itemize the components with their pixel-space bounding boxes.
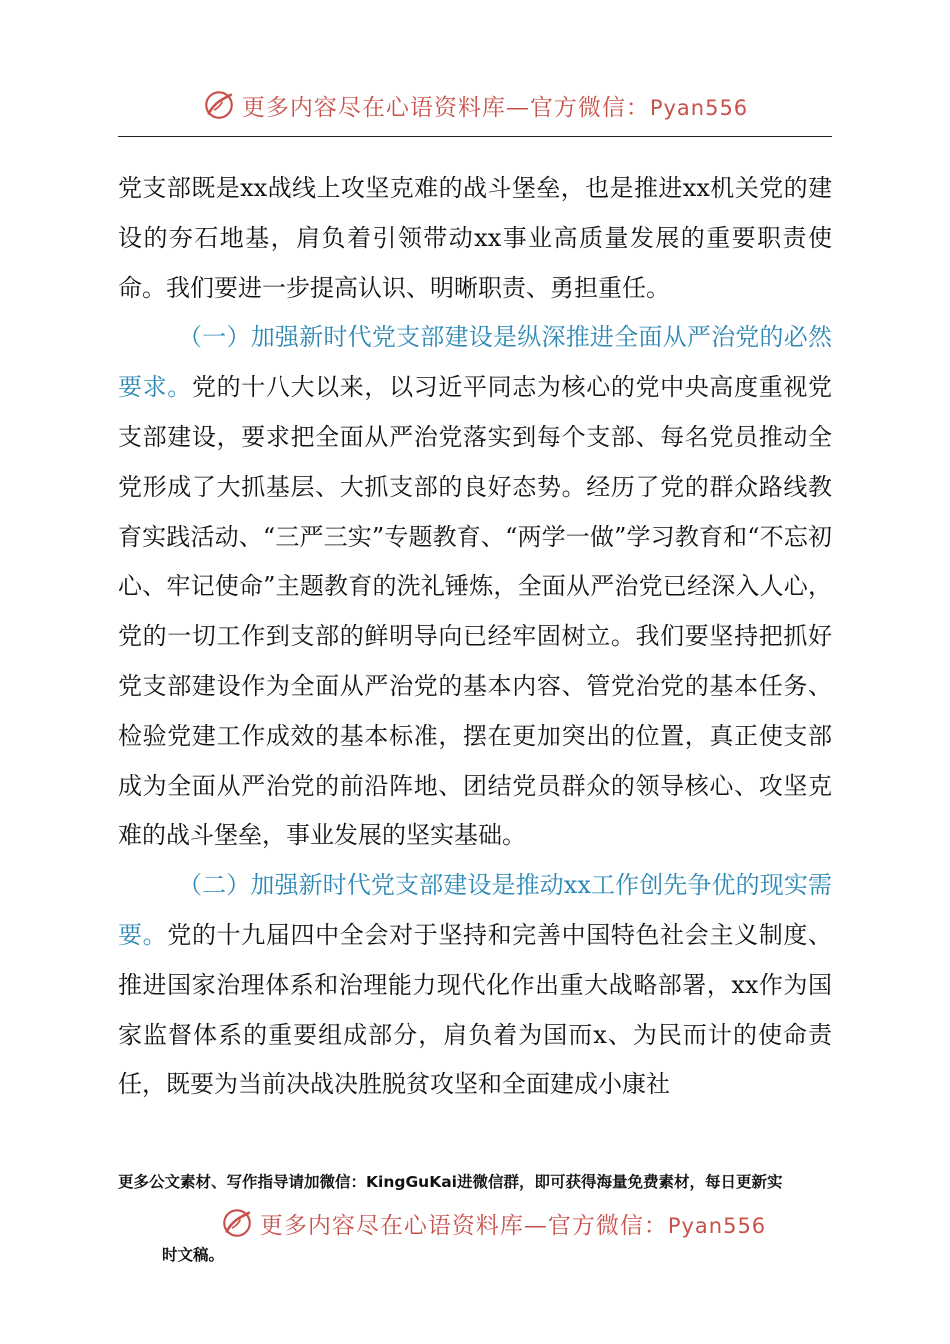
- document-body: [118, 164, 832, 1110]
- header-banner-sub: 官方微信：: [529, 94, 650, 121]
- header-banner-sep: —: [505, 94, 530, 121]
- header-divider: [118, 136, 832, 137]
- section-heading-two: （二）加强新时代党支部建设是推动xx工作创先争优的现实需要。: [118, 871, 832, 949]
- section-heading-one: （一）加强新时代党支部建设是纵深推进全面从严治党的必然要求。: [118, 323, 832, 402]
- header-banner-text: [242, 89, 748, 122]
- footer-banner-sep: —: [523, 1212, 548, 1239]
- footer-banner-sub: 官方微信：: [547, 1212, 668, 1239]
- footer-note-tail: 时文稿。: [162, 1246, 225, 1264]
- paragraph-intro: 党支部既是xx战线上攻坚克难的战斗堡垒，也是推进xx机关党的建设的夯石地基，肩负着引领带动xx事业高质量发展的重要职责使命。我们要进一步提高认识、明晰职责、勇担重任。: [118, 174, 832, 302]
- paragraph-one: [118, 313, 832, 861]
- footer-banner-id: Pyan556: [667, 1213, 767, 1238]
- footer-banner-text: [260, 1207, 766, 1240]
- header-banner-main: 更多内容尽在心语资料库: [241, 94, 506, 121]
- header-banner: [0, 80, 950, 130]
- footer-banner-main: 更多内容尽在心语资料库: [259, 1212, 524, 1239]
- header-banner-id: Pyan556: [649, 95, 749, 120]
- pen-swirl-logo-icon: [202, 88, 236, 122]
- footer-banner: [0, 1198, 950, 1248]
- footer-note: 更多公文素材、写作指导请加微信：KingGuKai进微信群，即可获得海量免费素材，每日更新实: [118, 1173, 783, 1191]
- pen-swirl-logo-icon: [220, 1206, 254, 1240]
- paragraph-two: [118, 861, 832, 1110]
- section-body-two: 党的十九届四中全会对于坚持和完善中国特色社会主义制度、推进国家治理体系和治理能力现代化作出重大战略部署，xx作为国家监督体系的重要组成部分，肩负着为国而x、为民而计的使命责任，既要为当前决战决胜脱贫攻坚和全面建成小康社: [118, 920, 833, 1099]
- section-body-one: 党的十八大以来，以习近平同志为核心的党中央高度重视党支部建设，要求把全面从严治党落实到每个支部、每名党员推动全党形成了大抓基层、大抓支部的良好态势。经历了党的群众路线教育实践活动、“三严三实”专题教育、“两学一做”学习教育和“不忘初心、牢记使命”主题教育的洗礼锤炼，全面从严治党已经深入人心，党的一切工作到支部的鲜明导向已经牢固树立。我们要坚持把抓好党支部建设作为全面从严治党的基本内容、管党治党的基本任务、检验党建工作成效的基本标准，摆在更加突出的位置，真正使支部成为全面从严治党的前沿阵地、团结党员群众的领导核心、攻坚克难的战斗堡垒，事业发展的坚实基础。: [118, 373, 833, 850]
